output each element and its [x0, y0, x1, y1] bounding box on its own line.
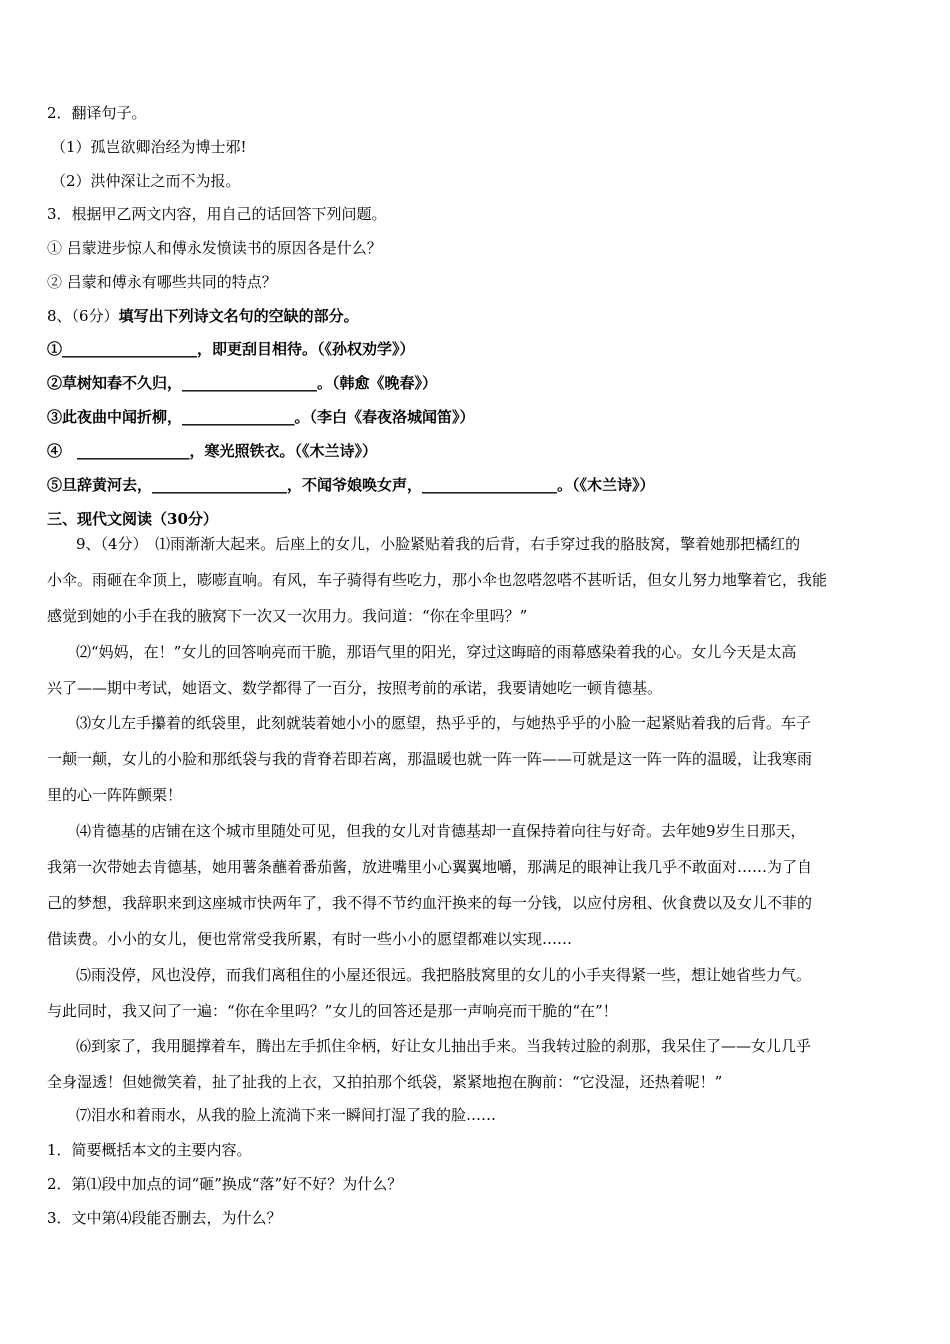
q8-number: 8、（6分） [47, 307, 119, 325]
passage-p2-line-1: ⑵“妈妈，在！”女儿的回答响亮而干脆，那语气里的阳光，穿过这晦暗的雨幕感染着我的心。女儿今天是太高 [76, 643, 797, 661]
q8-line-3: ③此夜曲中闻折柳，_______________。（李白《春夜洛城闻笛》） [47, 408, 475, 426]
passage-p4-line-4: 借读费。小小的女儿，便也常常受我所累，有时一些小小的愿望都难以实现…… [47, 930, 573, 948]
q3-item-1: ① 吕蒙进步惊人和傅永发愤读书的原因各是什么？ [47, 239, 382, 257]
passage-p4-line-2: 我第一次带她去肯德基，她用薯条蘸着番茄酱，放进嘴里小心翼翼地嚼，那满足的眼神让我几乎不敢面对……为了自 [47, 858, 813, 876]
passage-p4-line-3: 己的梦想，我辞职来到这座城市快两年了，我不得不节约血汗换来的每一分钱，以应付房租、伙食费以及女儿不菲的 [47, 894, 813, 912]
q9-question-2: 2．第⑴段中加点的词“砸”换成“落”好不好？为什么？ [47, 1175, 403, 1193]
passage-p7-line-1: ⑺泪水和着雨水，从我的脸上流淌下来一瞬间打湿了我的脸…… [76, 1106, 497, 1124]
section-3-title: 三、现代文阅读（30分） [47, 510, 218, 528]
q3-item-2: ② 吕蒙和傅永有哪些共同的特点？ [47, 273, 277, 291]
passage-p1-line-3: 感觉到她的小手在我的腋窝下一次又一次用力。我问道：“你在伞里吗？” [47, 607, 528, 625]
passage-p6-line-1: ⑹到家了，我用腿撑着车，腾出左手抓住伞柄，好让女儿抽出手来。当我转过脸的刹那，我呆住了——女儿几乎 [76, 1037, 812, 1055]
q3-title: 3．根据甲乙两文内容，用自己的话回答下列问题。 [47, 205, 387, 223]
passage-p1-line-1: 9、（4分） ⑴雨渐渐大起来。后座上的女儿，小脸紧贴着我的后背，右手穿过我的胳肢窝，擎着她那把橘红的 [76, 535, 801, 553]
q8-line-4: ④ _______________，寒光照铁衣。（《木兰诗》） [47, 442, 378, 460]
q9-question-1: 1．简要概括本文的主要内容。 [47, 1141, 252, 1159]
q9-question-3: 3．文中第⑷段能否删去，为什么？ [47, 1209, 282, 1227]
passage-p3-line-2: 一颠一颠，女儿的小脸和那纸袋与我的背脊若即若离，那温暖也就一阵一阵——可就是这一阵一阵的温暖，让我寒雨 [47, 750, 813, 768]
passage-p3-line-1: ⑶女儿左手攥着的纸袋里，此刻就装着她小小的愿望，热乎乎的，与她热乎乎的小脸一起紧贴着我的后背。车子 [76, 714, 812, 732]
q8-line-1: ①__________________，即更刮目相待。（《孙权劝学》） [47, 340, 415, 358]
passage-p1-line-2: 小伞。雨砸在伞顶上，嘭嘭直响。有风，车子骑得有些吃力，那小伞也忽嗒忽嗒不甚听话，但女儿努力地擎着它，我能 [47, 571, 828, 589]
q8-instruction: 填写出下列诗文名句的空缺的部分。 [118, 307, 359, 325]
q8-line-2: ②草树知春不久归，__________________。（韩愈《晚春》） [47, 374, 438, 392]
q8-line-5: ⑤旦辞黄河去，__________________，不闻爷娘唤女声，__________________。（《木兰诗》） [47, 476, 655, 494]
q8-title [47, 306, 907, 326]
passage-p2-line-2: 兴了——期中考试，她语文、数学都得了一百分，按照考前的承诺，我要请她吃一顿肯德基。 [47, 679, 663, 697]
q2-title: 2．翻译句子。 [47, 104, 147, 122]
passage-p5-line-1: ⑸雨没停，风也没停，而我们离租住的小屋还很远。我把胳肢窝里的女儿的小手夹得紧一些，想让她省些力气。 [76, 966, 812, 984]
passage-p3-line-3: 里的心一阵阵颤栗！ [47, 786, 183, 804]
passage-p5-line-2: 与此同时，我又问了一遍：“你在伞里吗？”女儿的回答还是那一声响亮而干脆的“在”！ [47, 1002, 618, 1020]
q2-sentence-1: （1）孤岂欲卿治经为博士邪! [51, 138, 247, 156]
passage-p4-line-1: ⑷肯德基的店铺在这个城市里随处可见，但我的女儿对肯德基却一直保持着向往与好奇。去年她9岁生日那天， [76, 822, 806, 840]
passage-p6-line-2: 全身湿透！但她微笑着，扯了扯我的上衣，又拍拍那个纸袋，紧紧地抱在胸前：“它没湿，还热着呢！” [47, 1073, 723, 1091]
q2-sentence-2: （2）洪仲深让之而不为报。 [51, 172, 241, 190]
